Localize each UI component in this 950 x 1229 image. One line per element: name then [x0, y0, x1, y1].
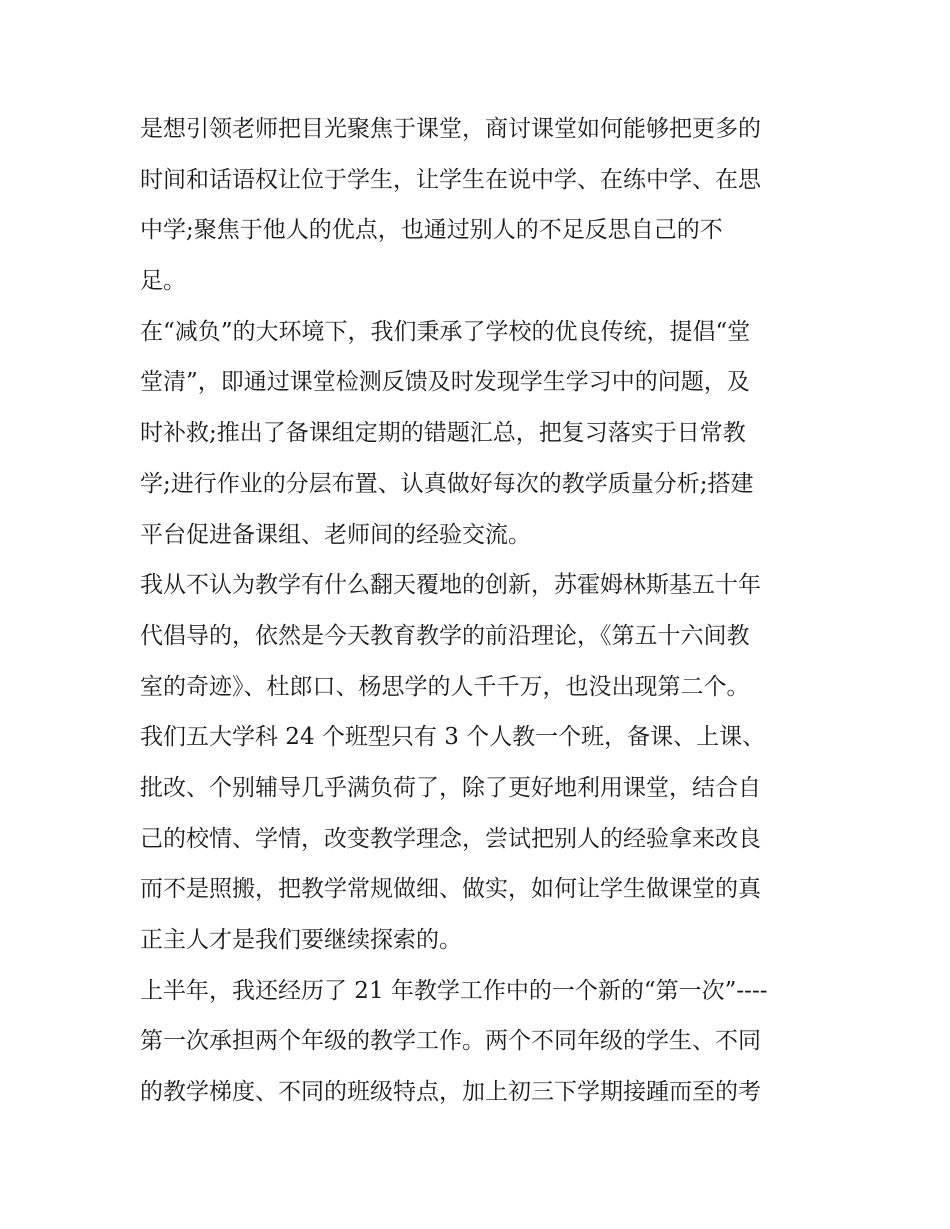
text-line: 的教学梯度、不同的班级特点，加上初三下学期接踵而至的考: [140, 1079, 761, 1106]
text-line: 时补救;推出了备课组定期的错题汇总，把复习落实于日常教: [140, 420, 746, 447]
text-line: 堂清”，即通过课堂检测反馈及时发现学生学习中的问题，及: [140, 369, 750, 396]
text-line: 正主人才是我们要继续探索的。: [140, 927, 462, 953]
text-line: 批改、个别辅导几乎满负荷了，除了更好地利用课堂，结合自: [140, 774, 761, 801]
text-line: 代倡导的，依然是今天教育教学的前沿理论，《第五十六间教: [140, 622, 750, 649]
text-line: 中学;聚焦于他人的优点，也通过别人的不足反思自己的不: [140, 217, 723, 244]
text-line: 上半年，我还经历了 21 年教学工作中的一个新的“第一次”----: [140, 977, 768, 1004]
text-line: 时间和话语权让位于学生，让学生在说中学、在练中学、在思: [140, 166, 761, 193]
text-line: 我们五大学科 24 个班型只有 3 个人教一个班，备课、上课、: [140, 724, 766, 751]
document-body: [140, 104, 820, 1118]
text-line: 是想引领老师把目光聚焦于课堂，商讨课堂如何能够把更多的: [140, 116, 761, 142]
text-line: 第一次承担两个年级的教学工作。两个不同年级的学生、不同: [140, 1028, 761, 1055]
text-line: 在“减负”的大环境下，我们秉承了学校的优良传统，提倡“堂: [140, 318, 751, 345]
text-line: 而不是照搬，把教学常规做细、做实，如何让学生做课堂的真: [140, 876, 761, 903]
text-line: 平台促进备课组、老师间的经验交流。: [140, 521, 531, 548]
text-line: 室的奇迹》、杜郎口、杨思学的人千千万，也没出现第二个。: [140, 673, 750, 700]
text-line: 我从不认为教学有什么翻天覆地的创新，苏霍姆林斯基五十年: [140, 572, 761, 599]
text-line: 足。: [140, 268, 186, 295]
text-line: 己的校情、学情，改变教学理念，尝试把别人的经验拿来改良: [140, 825, 761, 852]
text-line: 学;进行作业的分层布置、认真做好每次的教学质量分析;搭建: [140, 470, 754, 497]
